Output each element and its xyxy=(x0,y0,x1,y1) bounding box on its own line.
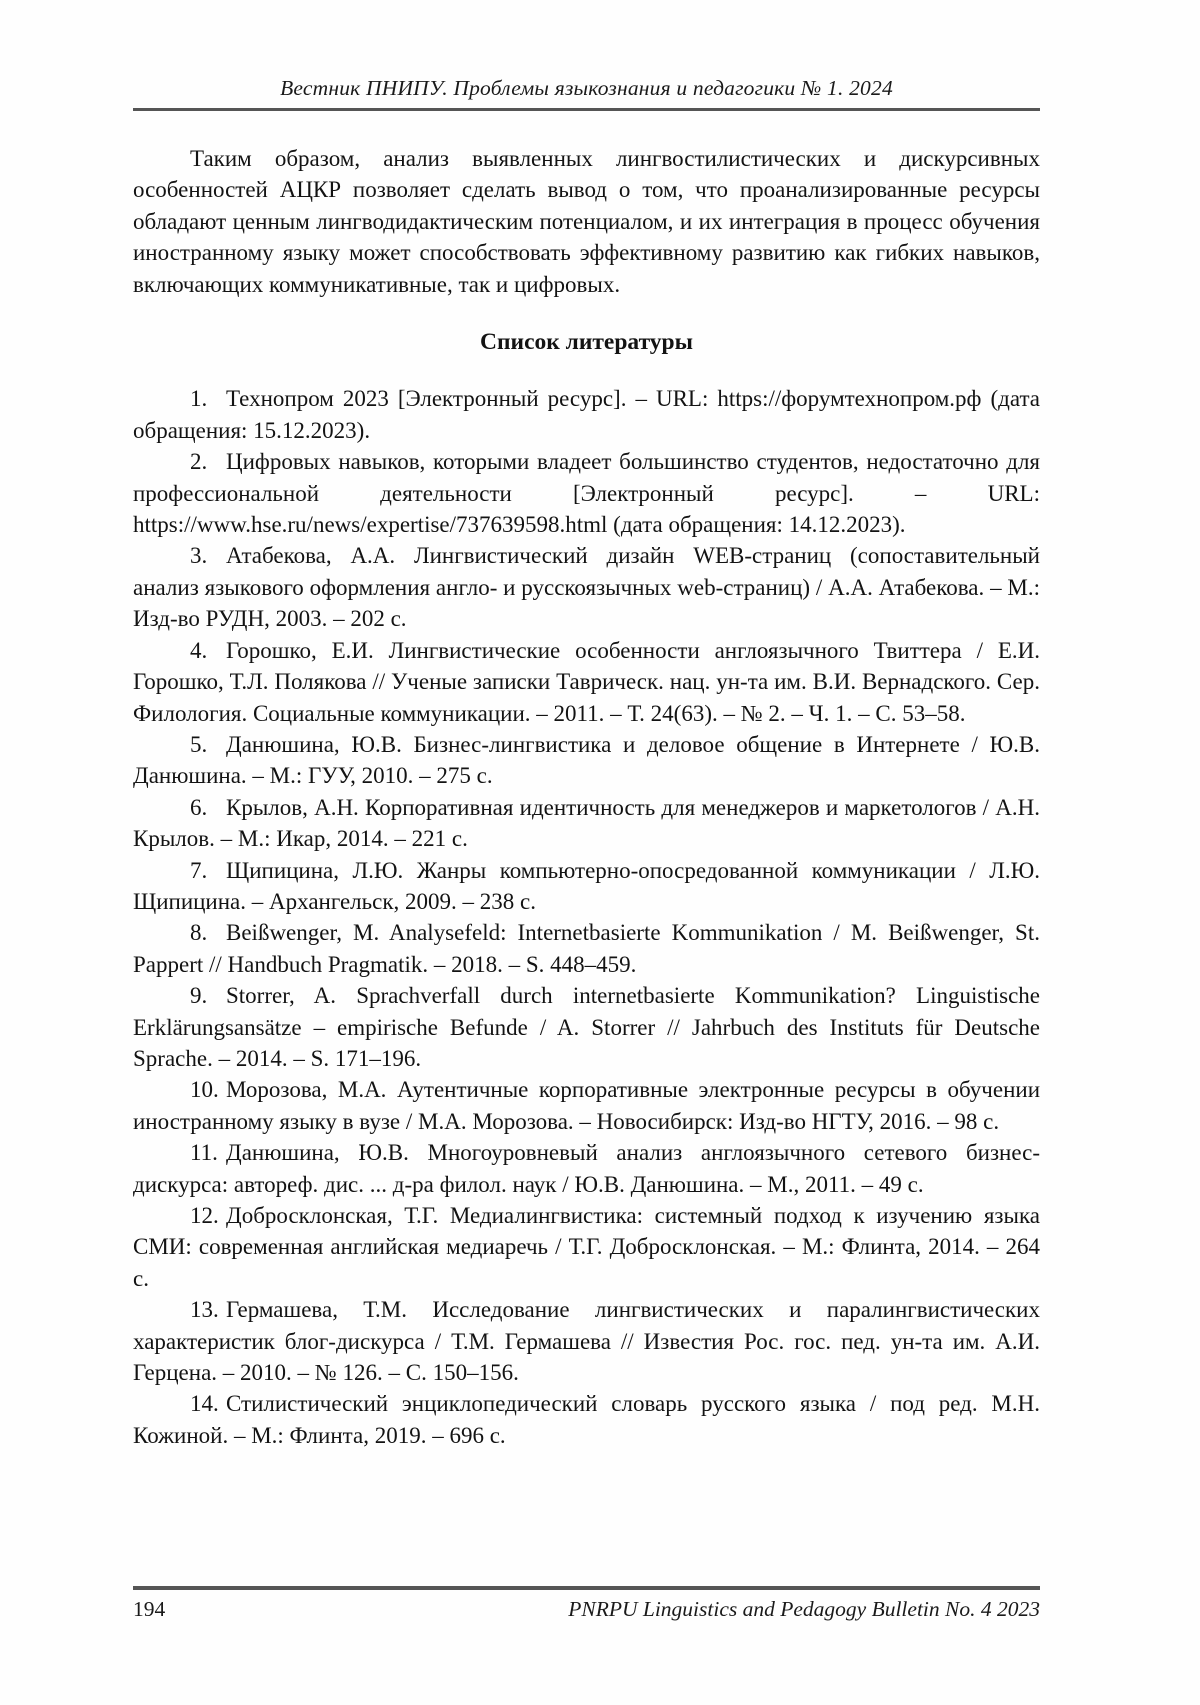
reference-number: 3. xyxy=(190,543,208,569)
reference-number: 13. xyxy=(190,1297,219,1323)
footer-journal-title: PNRPU Linguistics and Pedagogy Bulletin No. 4 2023 xyxy=(568,1597,1040,1621)
reference-number: 8. xyxy=(190,920,208,946)
page-content xyxy=(133,143,1040,1451)
references-section-title: Список литературы xyxy=(480,329,693,356)
reference-number: 6. xyxy=(190,794,208,820)
reference-number: 1. xyxy=(190,386,208,412)
reference-number: 11. xyxy=(190,1140,218,1166)
reference-text: Гермашева, Т.М. Исследование лингвистических и паралингвистических характеристик блог-дискурса / Т.М. Гермашева // Известия Рос. гос. пед. ун-та им. А.И. Герцена. – 2010. – № 126. – С. 150–156. xyxy=(133,1297,1040,1386)
reference-text: Щипицина, Л.Ю. Жанры компьютерно-опосредованной коммуникации / Л.Ю. Щипицина. – Архангельск, 2009. – 238 с. xyxy=(133,857,1040,914)
reference-item xyxy=(133,1388,1040,1451)
reference-text: Атабекова, А.А. Лингвистический дизайн WEB-страниц (сопоставительный анализ языкового оформления англо- и русскоязычных web-страниц) / А.А. Атабекова. – М.: Изд-во РУДН, 2003. – 202 с. xyxy=(133,543,1040,632)
reference-text: Стилистический энциклопедический словарь русского языка / под ред. М.Н. Кожиной. – М.: Флинта, 2019. – 696 с. xyxy=(133,1391,1040,1448)
reference-number: 4. xyxy=(190,637,208,663)
reference-item xyxy=(133,1200,1040,1294)
reference-text: Данюшина, Ю.В. Многоуровневый анализ англоязычного сетевого бизнес-дискурса: автореф. дис. ... д-ра филол. наук / Ю.В. Данюшина. – М., 2011. – 49 с. xyxy=(133,1140,1040,1197)
closing-paragraph: Таким образом, анализ выявленных лингвостилистических и дискурсивных особенностей АЦКР позволяет сделать вывод о том, что проанализированные ресурсы обладают ценным лингводидактическим потенциалом, и их интеграция в процесс обучения иностранному языку может способствовать эффективному развитию как гибких навыков, включающих коммуникативные, так и цифровых. xyxy=(133,146,1040,297)
reference-number: 14. xyxy=(190,1391,219,1417)
reference-number: 5. xyxy=(190,731,208,757)
reference-item xyxy=(133,1294,1040,1388)
reference-text: Горошко, Е.И. Лингвистические особенности англоязычного Твиттера / Е.И. Горошко, Т.Л. Полякова // Ученые записки Таврическ. нац. ун-та им. В.И. Вернадского. Сер. Филология. Социальные коммуникации. – 2011. – Т. 24(63). – № 2. – Ч. 1. – С. 53–58. xyxy=(133,637,1040,726)
references-list xyxy=(133,383,1040,1451)
reference-number: 7. xyxy=(190,857,208,883)
reference-item xyxy=(133,980,1040,1074)
reference-item xyxy=(133,855,1040,918)
reference-item xyxy=(133,383,1040,446)
reference-item xyxy=(133,635,1040,729)
reference-text: Добросклонская, Т.Г. Медиалингвистика: системный подход к изучению языка СМИ: современная английская медиаречь / Т.Г. Добросклонская. – М.: Флинта, 2014. – 264 с. xyxy=(133,1203,1040,1291)
reference-text: Storrer, A. Sprachverfall durch internetbasierte Kommunikation? Linguistische Erklärungsansätze – empirische Befunde / A. Storrer // Jahrbuch des Instituts für Deutsche Sprache. – 2014. – S. 171–196. xyxy=(133,983,1040,1071)
reference-text: Данюшина, Ю.В. Бизнес-лингвистика и деловое общение в Интернете / Ю.В. Данюшина. – М.: ГУУ, 2010. – 275 с. xyxy=(133,731,1040,789)
reference-text: Beißwenger, M. Analysefeld: Internetbasierte Kommunikation / M. Beißwenger, St. Pappert // Handbuch Pragmatik. – 2018. – S. 448–459. xyxy=(133,920,1040,977)
reference-number: 2. xyxy=(190,449,208,475)
reference-text: Крылов, А.Н. Корпоративная идентичность для менеджеров и маркетологов / А.Н. Крылов. – М.: Икар, 2014. – 221 с. xyxy=(133,794,1040,852)
reference-text: Морозова, М.А. Аутентичные корпоративные электронные ресурсы в обучении иностранному языку в вузе / М.А. Морозова. – Новосибирск: Изд-во НГТУ, 2016. – 98 с. xyxy=(133,1077,1040,1134)
reference-item xyxy=(133,446,1040,540)
reference-number: 10. xyxy=(190,1077,219,1103)
page-footer xyxy=(133,1586,1040,1622)
reference-text: Цифровых навыков, которыми владеет большинство студентов, недостаточно для профессиональной деятельности [Электронный ресурс]. – URL: https://www.hse.ru/news/expertise/737639598.html (дата обращения: 14.12.2023). xyxy=(133,449,1040,538)
reference-item xyxy=(133,729,1040,792)
page-number: 194 xyxy=(133,1597,166,1621)
reference-item xyxy=(133,1074,1040,1137)
reference-text: Технопром 2023 [Электронный ресурс]. – URL: https://форумтехнопром.рф (дата обращения: 15.12.2023). xyxy=(133,386,1040,443)
reference-number: 12. xyxy=(190,1203,219,1228)
reference-number: 9. xyxy=(190,983,208,1009)
reference-item xyxy=(133,540,1040,634)
running-head-journal-title: Вестник ПНИПУ. Проблемы языкознания и педагогики № 1. 2024 xyxy=(133,76,1040,111)
reference-item xyxy=(133,917,1040,980)
reference-item xyxy=(133,792,1040,855)
reference-item xyxy=(133,1137,1040,1200)
